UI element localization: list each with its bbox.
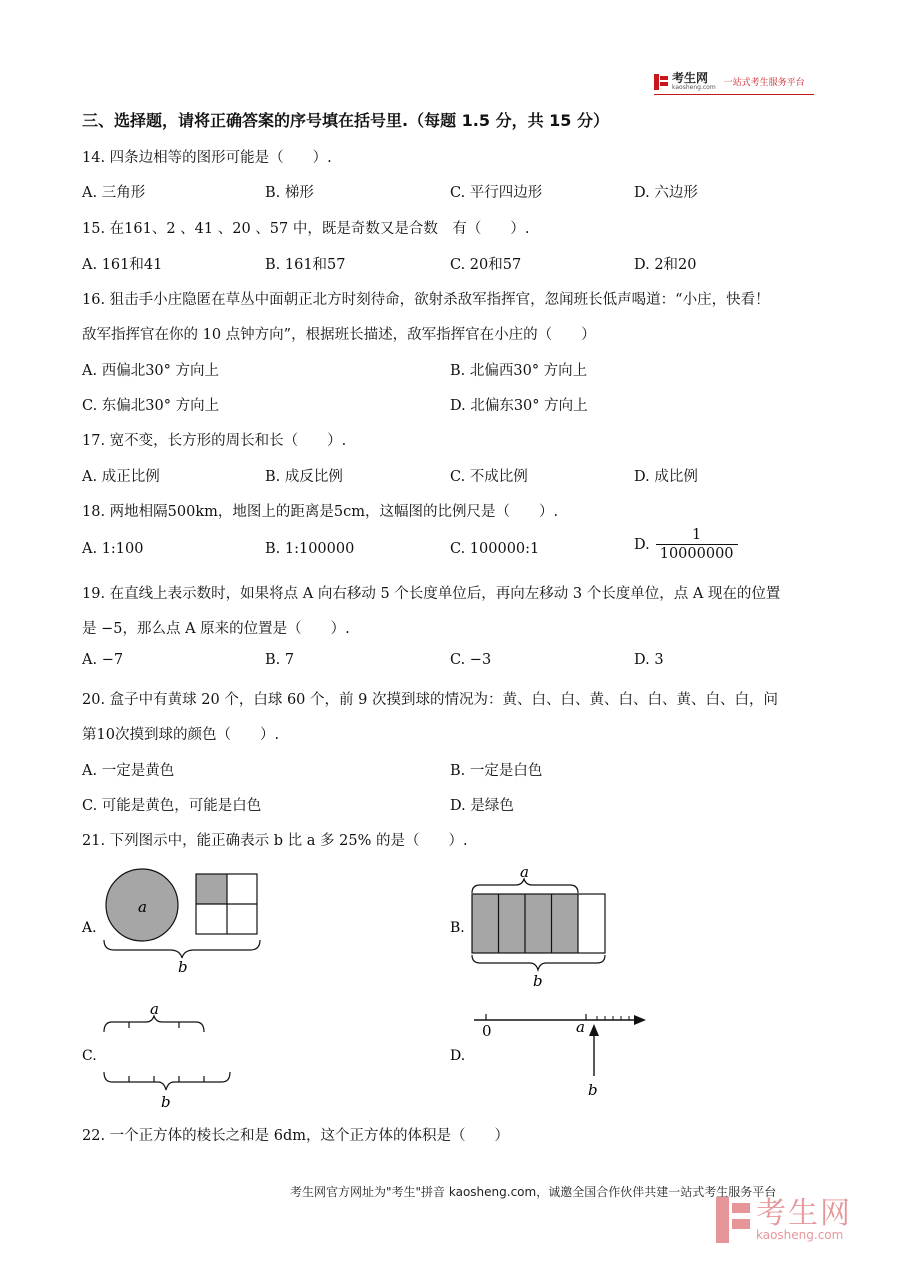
label-a-d: a xyxy=(576,1018,585,1036)
label-b-c: b xyxy=(161,1093,171,1110)
q18-option-a: A. 1:100 xyxy=(82,541,144,557)
label-a-circle: a xyxy=(138,898,147,916)
brace-b-c xyxy=(104,1072,230,1090)
watermark xyxy=(716,1197,852,1243)
q19-option-a: A. −7 xyxy=(82,652,124,668)
q20-option-b: B. 一定是白色 xyxy=(450,763,543,779)
kaosheng-logo-icon xyxy=(654,74,668,90)
label-zero: 0 xyxy=(482,1022,492,1040)
q16-option-c: C. 东偏北30° 方向上 xyxy=(82,398,220,414)
shaded-quarter xyxy=(196,874,227,904)
label-b-d: b xyxy=(588,1081,598,1099)
question-15-stem: 15. 在161、2 、41 、20 、57 中，既是奇数又是合数 有（ ）. xyxy=(82,221,530,237)
q14-option-b: B. 梯形 xyxy=(265,185,314,201)
q17-option-b: B. 成反比例 xyxy=(265,469,343,485)
pointer-arrow-head xyxy=(589,1024,599,1036)
q21-option-c-diagram xyxy=(82,1000,230,1110)
q16-option-d: D. 北偏东30° 方向上 xyxy=(450,398,588,414)
q19-option-c: C. −3 xyxy=(450,652,492,668)
q17-option-d: D. 成比例 xyxy=(634,469,698,485)
q19-option-d: D. 3 xyxy=(634,652,664,668)
question-18-stem: 18. 两地相隔500km，地图上的距离是5cm，这幅图的比例尺是（ ）. xyxy=(82,504,559,520)
q21-label-b: B. xyxy=(450,920,465,936)
q17-option-c: C. 不成比例 xyxy=(450,469,528,485)
q21-label-d: D. xyxy=(450,1048,466,1064)
brace-b-a xyxy=(104,940,260,958)
q19-option-b: B. 7 xyxy=(265,652,295,668)
q15-option-b: B. 161和57 xyxy=(265,257,346,273)
question-22-stem: 22. 一个正方体的棱长之和是 6dm，这个正方体的体积是（ ） xyxy=(82,1128,510,1144)
footer-text: 考生网官方网址为"考生"拼音 kaosheng.com，诚邀全国合作伙伴共建一站式考生服务平台 xyxy=(290,1185,777,1199)
brand-name: 考生网 xyxy=(672,71,709,85)
q21-diagrams xyxy=(0,850,900,1110)
q20-option-c: C. 可能是黄色，可能是白色 xyxy=(82,798,262,814)
q15-option-d: D. 2和20 xyxy=(634,257,697,273)
watermark-name: 考生网 xyxy=(756,1196,852,1231)
question-21-stem: 21. 下列图示中，能正确表示 b 比 a 多 25% 的是（ ）. xyxy=(82,833,468,849)
brace-a-b xyxy=(472,879,578,893)
question-17-stem: 17. 宽不变，长方形的周长和长（ ）. xyxy=(82,433,347,449)
q18-option-d-fraction xyxy=(658,526,736,563)
brace-a-c xyxy=(104,1016,204,1032)
q21-label-a: A. xyxy=(82,920,97,936)
header-rule xyxy=(654,94,814,95)
q21-option-d-diagram xyxy=(450,1014,646,1099)
question-20-stem-line-1: 20. 盒子中有黄球 20 个，白球 60 个，前 9 次摸到球的情况为：黄、白、白、黄、白、白、黄、白、白，问 xyxy=(82,692,778,708)
brace-b-b xyxy=(472,955,605,970)
q21-option-b-diagram xyxy=(450,863,605,990)
label-a-c: a xyxy=(150,1000,159,1018)
q18-option-d xyxy=(634,526,736,563)
q21-option-a-diagram xyxy=(81,869,260,976)
q18-option-d-label: D. xyxy=(634,536,650,553)
question-14-stem: 14. 四条边相等的图形可能是（ ）. xyxy=(82,150,332,166)
q21-label-c: C. xyxy=(82,1048,97,1064)
q20-option-a: A. 一定是黄色 xyxy=(82,763,175,779)
brand-url: kaosheng.com xyxy=(672,84,716,91)
q14-option-d: D. 六边形 xyxy=(634,185,698,201)
question-16-stem-line-2: 敌军指挥官在你的 10 点钟方向”，根据班长描述，敌军指挥官在小庄的（ ） xyxy=(82,327,596,343)
watermark-logo-icon xyxy=(716,1197,750,1243)
brand-logo xyxy=(654,72,805,91)
number-line-arrow xyxy=(634,1015,646,1025)
q18-option-b: B. 1:100000 xyxy=(265,541,355,557)
brand-slogan: 一站式考生服务平台 xyxy=(723,78,805,88)
q20-option-d: D. 是绿色 xyxy=(450,798,514,814)
label-a-b: a xyxy=(520,863,529,881)
question-19-stem-line-1: 19. 在直线上表示数时，如果将点 A 向右移动 5 个长度单位后，再向左移动 3 个长度单位，点 A 现在的位置 xyxy=(82,586,781,602)
question-16-stem-line-1: 16. 狙击手小庄隐匿在草丛中面朝正北方时刻待命，欲射杀敌军指挥官，忽闻班长低声喝道：“小庄，快看！ xyxy=(82,292,770,308)
q15-option-a: A. 161和41 xyxy=(82,257,163,273)
q14-option-c: C. 平行四边形 xyxy=(450,185,543,201)
section-title: 三、选择题，请将正确答案的序号填在括号里.（每题 1.5 分，共 15 分） xyxy=(82,111,609,130)
q17-option-a: A. 成正比例 xyxy=(82,469,160,485)
question-19-stem-line-2: 是 −5，那么点 A 原来的位置是（ ）. xyxy=(82,621,350,637)
label-b-a: b xyxy=(178,958,188,976)
fraction-numerator: 1 xyxy=(656,526,738,545)
fraction-denominator: 10000000 xyxy=(659,546,734,562)
q14-option-a: A. 三角形 xyxy=(82,185,146,201)
question-20-stem-line-2: 第10次摸到球的颜色（ ）. xyxy=(82,727,280,743)
label-b-b: b xyxy=(533,972,543,990)
q16-option-b: B. 北偏西30° 方向上 xyxy=(450,363,588,379)
watermark-url: kaosheng.com xyxy=(756,1228,844,1242)
q15-option-c: C. 20和57 xyxy=(450,257,522,273)
q16-option-a: A. 西偏北30° 方向上 xyxy=(82,363,219,379)
q18-option-c: C. 100000:1 xyxy=(450,541,540,557)
